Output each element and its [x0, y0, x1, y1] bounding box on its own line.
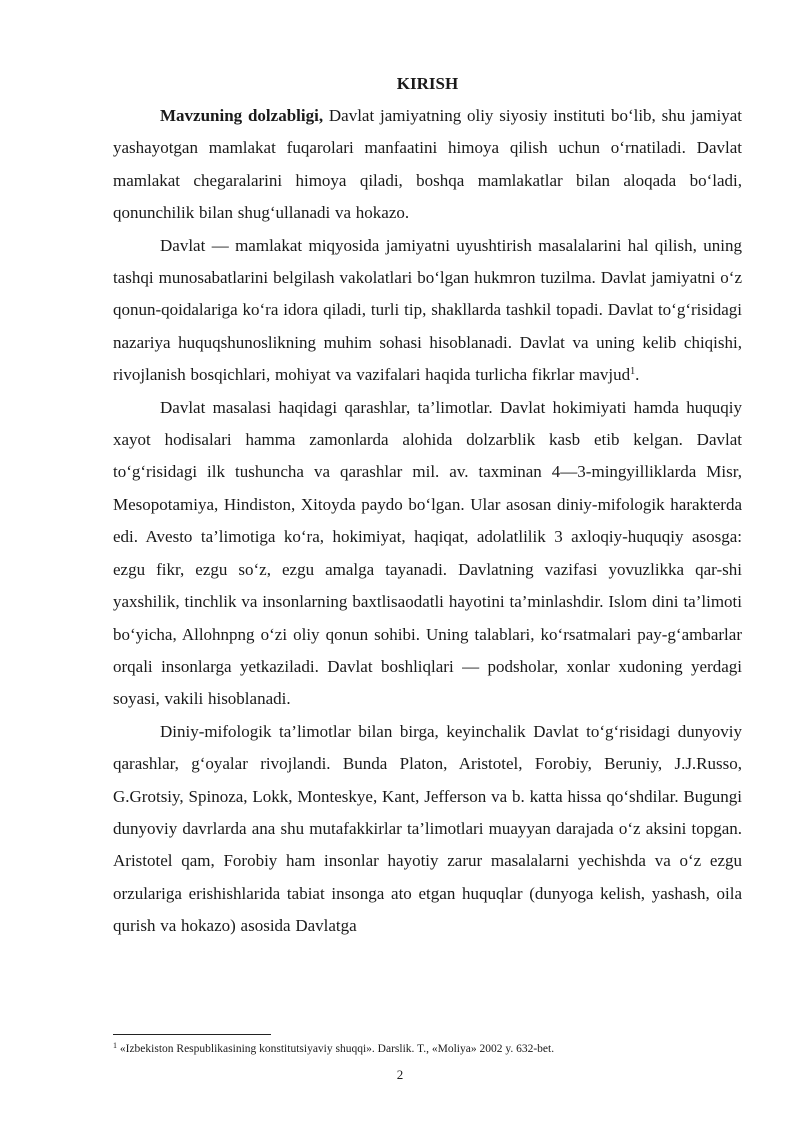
- paragraph-3: [113, 392, 742, 716]
- paragraph-4-text: Diniy-mifologik ta’limotlar bilan birga, keyinchalik Davlat to‘g‘risidagi dunyoviy qarashlar, g‘oyalar rivojlandi. Bunda Platon, Aristotel, Forobiy, Beruniy, J.J.Russo, G.Grotsiy, Spinoza, Lokk, Monteskye, Kant, Jefferson va b. katta hissa qo‘shdilar. Bugungi dunyoviy davrlarda ana shu mutafakkirlar ta’limotlari muayyan darajada o‘z aksini topgan. Aristotel qam, Forobiy ham insonlar hayotiy zarur masalalarni yechishda va o‘z ezgu orzulariga erishishlarida tabiat insonga ato etgan huquqlar (dunyoga kelish, yashash, oila qurish va hokazo) asosida Davlatga: [113, 721, 742, 936]
- footnote-text: «Izbekiston Respublikasining konstitutsiyaviy shuqqi». Darslik. T., «Moliya» 2002 y. 632-bet.: [117, 1043, 555, 1055]
- paragraph-1: [113, 100, 742, 230]
- paragraph-3-text: Davlat masalasi haqidagi qarashlar, ta’limotlar. Davlat hokimiyati hamda huquqiy xayot hodisalari hamma zamonlarda alohida dolzarblik kasb etib kelgan. Davlat to‘g‘risidagi ilk tushuncha va qarashlar mil. av. taxminan 4—3-mingyilliklarda Misr, Mesopotamiya, Hindiston, Xitoyda paydo bo‘lgan. Ular asosan diniy-mifologik harakterda edi. Avesto ta’limotiga ko‘ra, hokimiyat, haqiqat, adolatlilik 3 axloqiy-huquqiy asosga: ezgu fikr, ezgu so‘z, ezgu amalga tayanadi. Davlatning vazifasi yovuzlikka qar-shi yaxshilik, tinchlik va insonlarning baxtlisaodatli hayotini ta’minlashdir. Islom dini ta’limoti bo‘yicha, Allohnpng o‘zi oliy qonun sohibi. Uning talablari, ko‘rsatmalari pay-g‘ambarlar orqali insonlarga yetkaziladi. Davlat boshliqlari — podsholar, xonlar xudoning yerdagi soyasi, vakili hisoblanadi.: [113, 397, 742, 709]
- document-page: [113, 72, 742, 943]
- footnote-number: 1: [113, 1041, 117, 1050]
- page-number: 2: [396, 1067, 404, 1082]
- paragraph-2: [113, 230, 742, 392]
- footnote-divider: [113, 1034, 271, 1035]
- paragraph-4: [113, 716, 742, 943]
- footnote: [113, 1041, 742, 1057]
- paragraph-lead: Mavzuning dolzabligi,: [160, 106, 324, 125]
- paragraph-2-text: Davlat — mamlakat miqyosida jamiyatni uyushtirish masalalarini hal qilish, uning tashqi munosabatlarini belgilash vakolatlari bo‘lgan hukmron tuzilma. Davlat jamiyatni o‘z qonun-qoidalariga ko‘ra idora qiladi, turli tip, shakllarda tashkil topadi. Davlat to‘g‘risidagi nazariya huquqshunoslikning muhim sohasi hisoblanadi. Davlat va uning kelib chiqishi, rivojlanish bosqichlari, mohiyat va vazifalari haqida turlicha fikrlar mavjud: [113, 235, 742, 385]
- section-title: KIRISH: [396, 74, 459, 93]
- paragraph-1-text: Davlat jamiyatning oliy siyosiy instituti bo‘lib, shu jamiyat yashayotgan mamlakat fuqarolari manfaatini himoya qilish uchun o‘rnatiladi. Davlat mamlakat chegaralarini himoya qiladi, boshqa mamlakatlar bilan aloqada bo‘ladi, qonunchilik bilan shug‘ullanadi va hokazo.: [113, 106, 742, 223]
- footnote-reference[interactable]: 1: [630, 366, 636, 378]
- paragraph-2-tail: .: [635, 365, 640, 385]
